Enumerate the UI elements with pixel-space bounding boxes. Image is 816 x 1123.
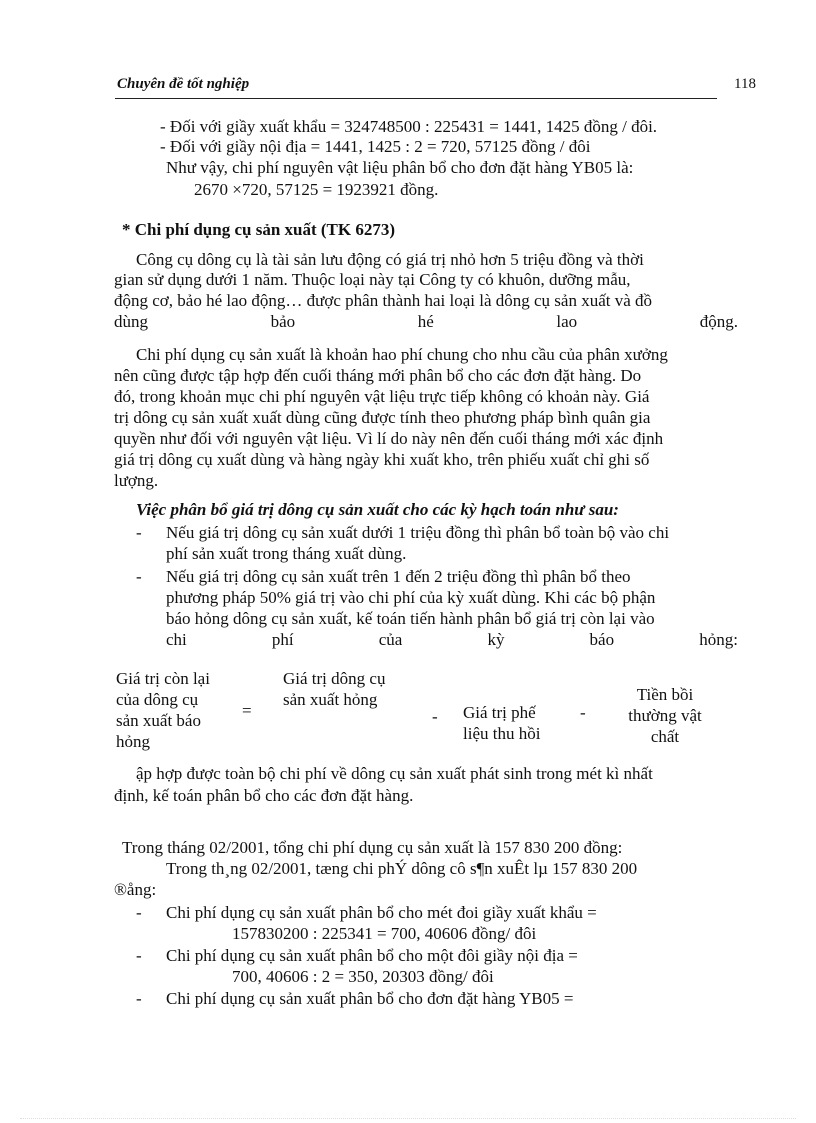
- list-item-line: Chi phí dụng cụ sản xuất phân bổ cho một đôi giầy nội địa =: [166, 946, 578, 965]
- para4-line: Trong th¸ng 02/2001, tæng chi phÝ dông cô s¶n xuÊt lµ 157 830 200: [166, 859, 638, 878]
- para2-line: lượng.: [114, 471, 159, 490]
- formula-damaged-value: Giá trị dông cụ sản xuất hỏng: [283, 669, 386, 709]
- list-dash: -: [136, 903, 142, 922]
- formula-minus: -: [580, 703, 586, 722]
- bullet2-line: Nếu giá trị dông cụ sản xuất trên 1 đến 2 triệu đồng thì phân bổ theo: [166, 567, 631, 586]
- para2-line: đó, trong khoản mục chi phí nguyên vật liệu trực tiếp không có khoản này. Giá: [114, 387, 650, 406]
- bullet-dash: -: [136, 567, 142, 586]
- para3-line: định, kế toán phân bổ cho các đơn đặt hàng.: [114, 786, 414, 805]
- word: kỳ: [487, 630, 505, 649]
- para2-line: quyền như đối với nguyên vật liệu. Vì lí do này nên đến cuối tháng mới xác định: [114, 429, 664, 448]
- word: của: [378, 630, 403, 649]
- formula-scrap-value: Giá trị phế liệu thu hồi: [463, 703, 541, 743]
- bullet-dash: -: [136, 523, 142, 542]
- formula-compensation: Tiền bồi thường vật chất: [628, 685, 702, 746]
- section-heading: * Chi phí dụng cụ sản xuất (TK 6273): [122, 220, 396, 239]
- para4-line: ®ång:: [114, 880, 157, 899]
- list-item-line: 157830200 : 225341 = 700, 40606 đồng/ đôi: [232, 924, 537, 943]
- para1-line: động cơ, bảo hé lao động… được phân thành hai loại là dông cụ sản xuất và đồ: [114, 291, 653, 310]
- word: hé: [417, 312, 434, 331]
- formula-equals: =: [242, 701, 252, 720]
- intro-domestic-line: - Đối với giầy nội địa = 1441, 1425 : 2 = 720, 57125 đồng / đôi: [160, 137, 591, 156]
- list-dash: -: [136, 946, 142, 965]
- word: động.: [699, 312, 738, 331]
- list-item-line: Chi phí dụng cụ sản xuất phân bổ cho đơn đặt hàng YB05 =: [166, 989, 574, 1008]
- para1-line: Công cụ dông cụ là tài sản lưu động có giá trị nhỏ hơn 5 triệu đồng và thời: [136, 250, 644, 269]
- bullet2-line: báo hỏng dông cụ sản xuất, kế toán tiến hành phân bổ giá trị còn lại vào: [166, 609, 655, 628]
- word: hỏng:: [699, 630, 738, 649]
- word: báo: [589, 630, 615, 649]
- bullet1-line: Nếu giá trị dông cụ sản xuất dưới 1 triệu đồng thì phân bổ toàn bộ vào chi: [166, 523, 670, 542]
- bullet2-justified-line: [166, 630, 738, 650]
- intro-result-line: 2670 ×720, 57125 = 1923921 đồng.: [194, 180, 439, 199]
- para2-line: trị dông cụ sản xuất xuất dùng cũng được tính theo phương pháp bình quân gia: [114, 408, 651, 427]
- allocation-heading: Việc phân bổ giá trị dông cụ sản xuất cho các kỳ hạch toán như sau:: [136, 500, 619, 519]
- para2-line: Chi phí dụng cụ sản xuất là khoản hao phí chung cho nhu cầu của phân xưởng: [136, 345, 668, 364]
- bottom-border: [20, 1118, 796, 1119]
- page-header-title: Chuyên đề tốt nghiệp: [117, 76, 250, 92]
- bullet2-line: phương pháp 50% giá trị vào chi phí của kỳ xuất dùng. Khi các bộ phận: [166, 588, 656, 607]
- word: dùng: [114, 312, 148, 331]
- intro-export-line: - Đối với giầy xuất khẩu = 324748500 : 225431 = 1441, 1425 đồng / đôi.: [160, 117, 658, 136]
- para3-line: ập hợp được toàn bộ chi phí về dông cụ sản xuất phát sinh trong mét kì nhất: [136, 764, 653, 783]
- para2-line: giá trị dông cụ xuất dùng và hàng ngày khi xuất kho, trên phiếu xuất chỉ ghi số: [114, 450, 650, 469]
- word: chi: [166, 630, 187, 649]
- intro-summary-line: Như vậy, chi phí nguyên vật liệu phân bổ cho đơn đặt hàng YB05 là:: [166, 158, 634, 177]
- para4-line: Trong tháng 02/2001, tổng chi phí dụng cụ sản xuất là 157 830 200 đồng:: [122, 838, 623, 857]
- header-rule: [115, 98, 717, 99]
- word: lao: [556, 312, 578, 331]
- formula-remaining-value: Giá trị còn lại của dông cụ sản xuất báo hỏng: [116, 669, 210, 751]
- word: bảo: [270, 312, 296, 331]
- list-item-line: 700, 40606 : 2 = 350, 20303 đồng/ đôi: [232, 967, 494, 986]
- page-number: 118: [734, 76, 756, 92]
- para1-justified-line: [114, 312, 738, 332]
- bullet1-line: phí sản xuất trong tháng xuất dùng.: [166, 544, 407, 563]
- list-item-line: Chi phí dụng cụ sản xuất phân bổ cho mét đoi giầy xuất khẩu =: [166, 903, 597, 922]
- formula-minus: -: [432, 707, 438, 726]
- list-dash: -: [136, 989, 142, 1008]
- para2-line: nên cũng được tập hợp đến cuối tháng mới phân bổ cho các đơn đặt hàng. Do: [114, 366, 642, 385]
- para1-line: gian sử dụng dưới 1 năm. Thuộc loại này tại Công ty có khuôn, dưỡng mẫu,: [114, 270, 631, 289]
- word: phí: [271, 630, 294, 649]
